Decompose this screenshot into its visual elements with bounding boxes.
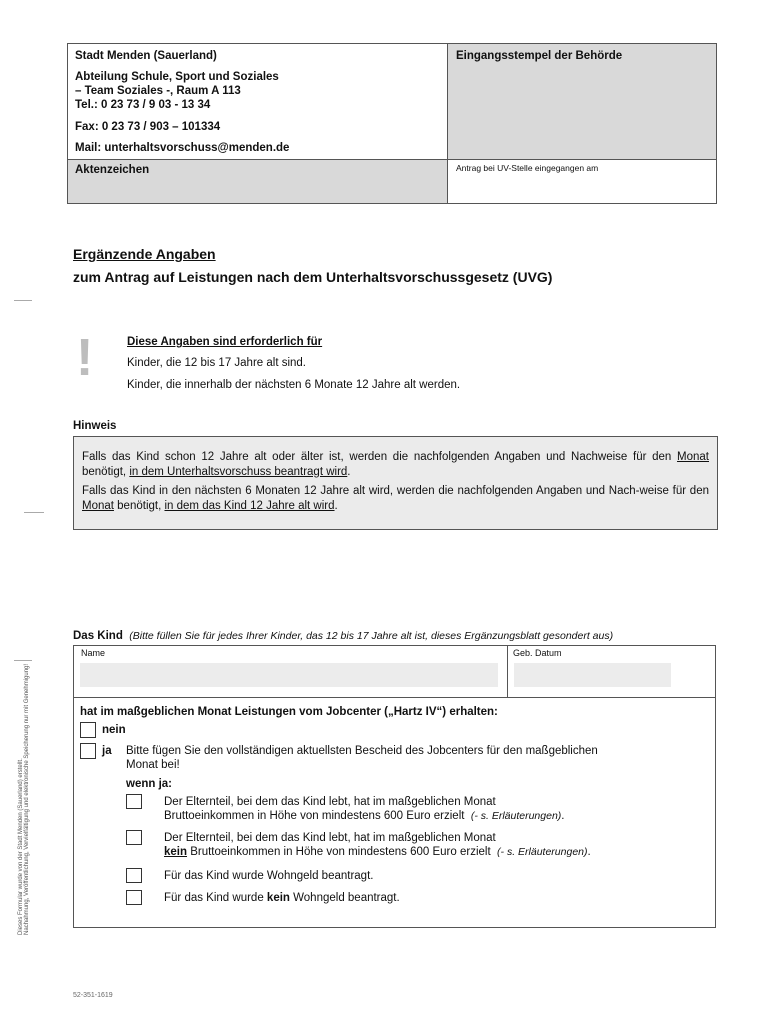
hinweis-label: Hinweis (73, 420, 117, 432)
office-name: Stadt Menden (Sauerland) (75, 50, 217, 62)
exclamation-icon: ! (76, 329, 94, 387)
aktenzeichen-field[interactable] (67, 159, 447, 204)
punch-mark (24, 512, 44, 513)
erlaeuterungen-ref-1: (- s. Erläuterungen) (470, 810, 562, 822)
kind-section-label (73, 630, 613, 642)
office-phone: Tel.: 0 23 73 / 9 03 - 13 34 (75, 99, 211, 111)
wohngeld-applied-checkbox[interactable] (126, 868, 142, 883)
hinweis-paragraph-2: Falls das Kind in den nächsten 6 Monaten 12 Jahre alt wird, werden die nachfolgenden Angaben und Nach-weise für den Monat benötigt, in dem das Kind 12 Jahre alt wird. (82, 485, 709, 512)
income-min-600-line-2: Bruttoeinkommen in Höhe von mindestens 600 Euro erzielt (- s. Erläuterungen). (164, 810, 565, 822)
office-fax: Fax: 0 23 73 / 903 – 101334 (75, 121, 221, 133)
wohngeld-applied-label: Für das Kind wurde Wohngeld beantragt. (164, 870, 374, 882)
income-min-600-line-1: Der Elternteil, bei dem das Kind lebt, hat im maßgeblichen Monat (164, 796, 496, 808)
fold-mark-top (14, 300, 32, 301)
form-subtitle: zum Antrag auf Leistungen nach dem Unterhaltsvorschussgesetz (UVG) (73, 269, 553, 285)
child-name-cell (73, 645, 507, 698)
kind-hint: (Bitte füllen Sie für jedes Ihrer Kinder, das 12 bis 17 Jahre alt ist, dieses Ergänzungsblatt gesondert aus) (129, 630, 614, 642)
office-address-box (67, 43, 447, 159)
child-dob-label: Geb. Datum (513, 648, 562, 658)
income-min-600-checkbox[interactable] (126, 794, 142, 809)
copyright-side-note: Dieses Formular wurde von der Stadt Menden (Sauerland) erstellt. Nachahmung, Veröffentlichung, Vervielfältigung und elektronische Speicherung nur mit Genehmigung! (18, 663, 30, 935)
form-title: Ergänzende Angaben (73, 246, 216, 262)
fold-mark-bottom (14, 660, 32, 661)
stamp-box (447, 43, 717, 159)
no-income-600-line-2: kein Bruttoeinkommen in Höhe von mindestens 600 Euro erzielt (- s. Erläuterungen). (164, 846, 591, 858)
nein-label: nein (102, 724, 126, 736)
stamp-label: Eingangsstempel der Behörde (456, 50, 623, 62)
antrag-received-field[interactable] (447, 159, 717, 204)
requirement-line-1: Kinder, die 12 bis 17 Jahre alt sind. (127, 357, 307, 369)
ja-label: ja (102, 745, 112, 757)
hinweis-paragraph-1: Falls das Kind schon 12 Jahre alt oder älter ist, werden die nachfolgenden Angaben und Nachweise für den Monat benötigt, in dem Unterhaltsvorschuss beantragt wird. (82, 451, 709, 478)
erlaeuterungen-ref-2: (- s. Erläuterungen) (497, 846, 588, 858)
office-department: Abteilung Schule, Sport und Soziales (75, 71, 279, 83)
nein-checkbox[interactable] (80, 722, 96, 738)
child-dob-cell (507, 645, 716, 698)
requirement-line-2: Kinder, die innerhalb der nächsten 6 Monate 12 Jahre alt werden. (127, 379, 461, 391)
child-dob-input[interactable] (514, 663, 671, 687)
office-team: – Team Soziales -, Raum A 113 (75, 85, 241, 97)
child-name-input[interactable] (80, 663, 498, 687)
no-wohngeld-label: Für das Kind wurde kein Wohngeld beantragt. (164, 892, 400, 904)
office-mail: Mail: unterhaltsvorschuss@menden.de (75, 142, 290, 154)
jobcenter-question: hat im maßgeblichen Monat Leistungen vom Jobcenter („Hartz IV“) erhalten: (80, 706, 498, 718)
ja-instruction-line-2: Monat bei! (126, 759, 180, 771)
no-income-600-line-1: Der Elternteil, bei dem das Kind lebt, hat im maßgeblichen Monat (164, 832, 496, 844)
no-income-600-checkbox[interactable] (126, 830, 142, 845)
aktenzeichen-label: Aktenzeichen (75, 164, 150, 176)
ja-instruction-line-1: Bitte fügen Sie den vollständigen aktuellsten Bescheid des Jobcenters für den maßgeblichen (126, 745, 598, 757)
requirement-heading: Diese Angaben sind erforderlich für (127, 336, 323, 348)
hinweis-box (73, 436, 718, 530)
wenn-ja-label: wenn ja: (126, 778, 173, 790)
ja-checkbox[interactable] (80, 743, 96, 759)
no-wohngeld-checkbox[interactable] (126, 890, 142, 905)
form-code: 52-351-1619 (73, 992, 113, 999)
antrag-received-label: Antrag bei UV-Stelle eingegangen am (456, 163, 599, 173)
kind-label: Das Kind (73, 630, 123, 642)
child-name-label: Name (81, 648, 106, 658)
